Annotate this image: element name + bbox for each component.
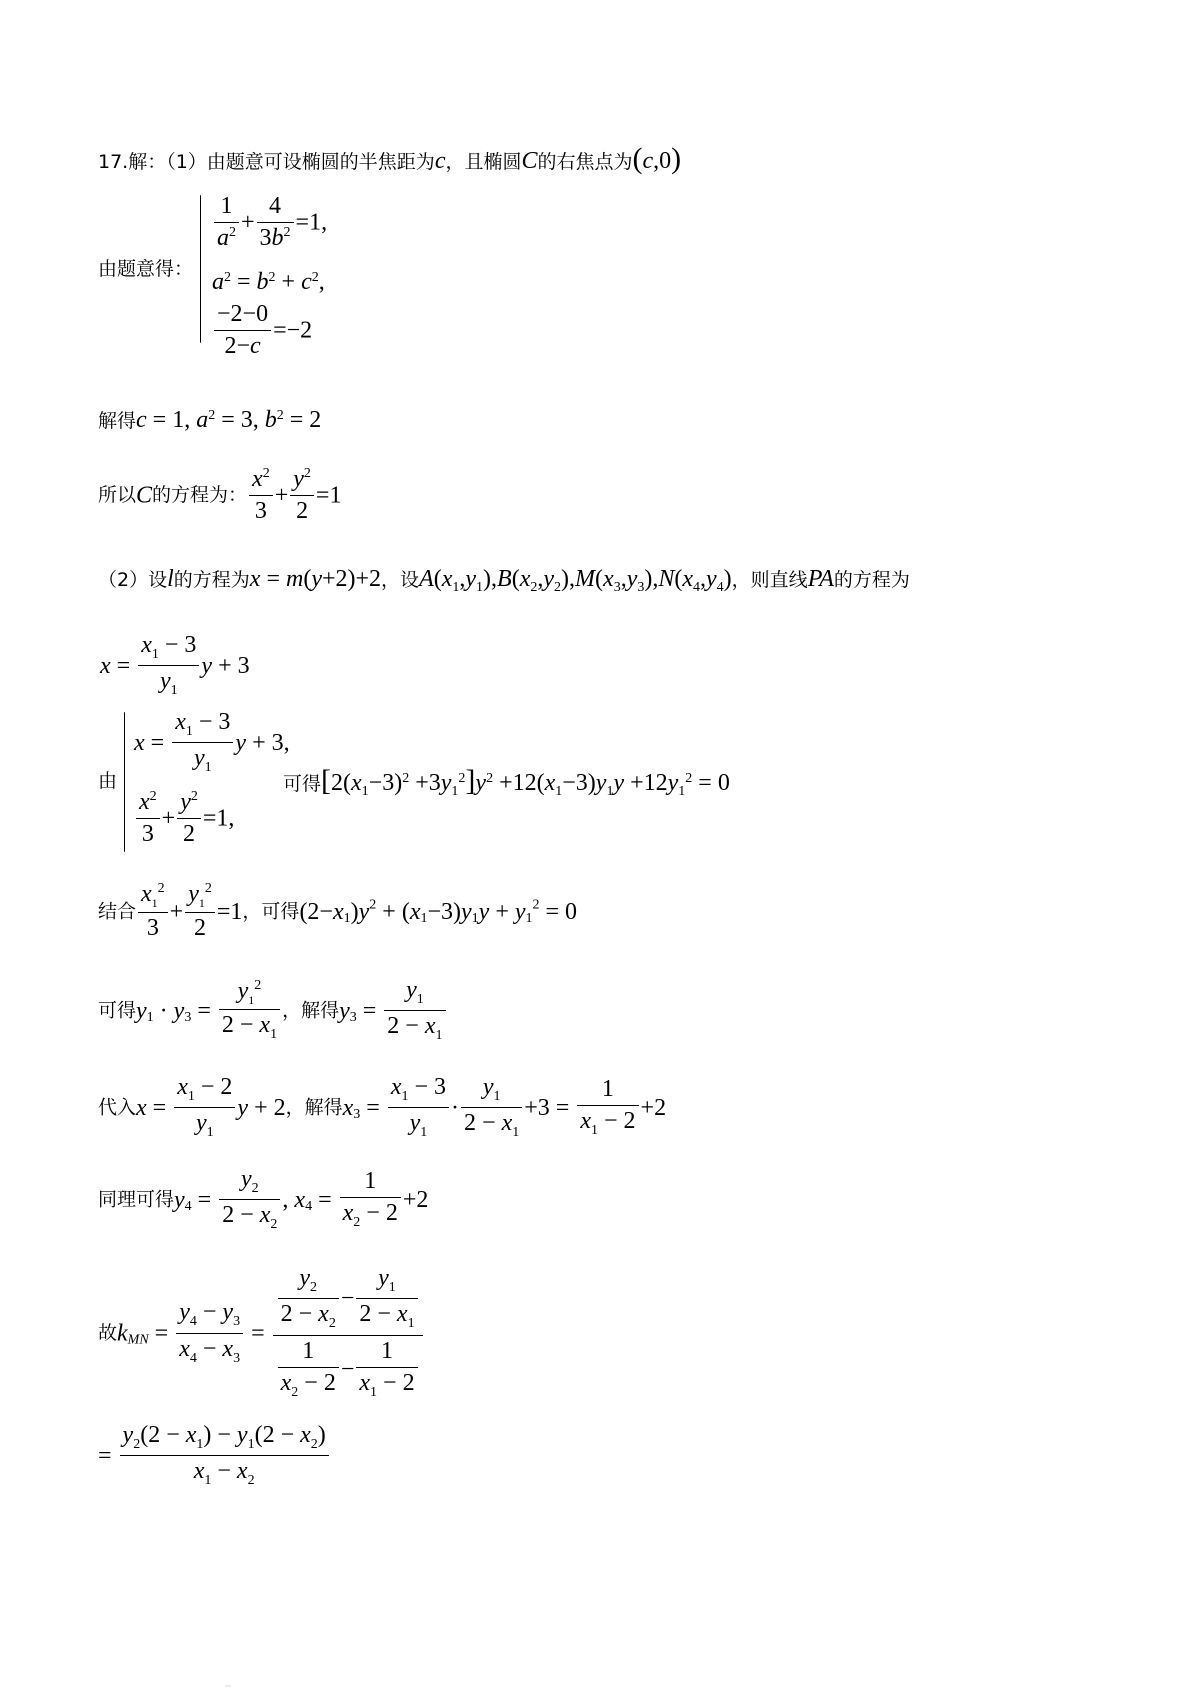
equation: x = $\frac{x_1 - 3}{y_1}$ y + 3,	[134, 709, 290, 776]
equation: 所以C的方程为： $\frac{x^2}{3}$ + $\frac{y^2}{2}$ =1	[98, 466, 342, 525]
solution-header: 17.解：（1）由题意可设椭圆的半焦距为c，且椭圆C的右焦点为(c,0)	[98, 142, 682, 175]
equation: x = $\frac{x_1 - 3}{y_1}$ y + 3	[100, 632, 250, 699]
left-brace	[200, 195, 201, 343]
left-brace	[124, 712, 125, 852]
equation: $\frac{1}{a^2}$ + $\frac{4}{3b^2}$ =1,	[212, 194, 327, 251]
result-line: 解得c = 1, $a^2 = 3$, $b^2 = 2$	[98, 407, 322, 433]
part-two-line: （2）设l的方程为x = m(y+2)+2，设$A(x_1,y_1),B(x_2,y_2),M(x_3,y_3),N(x_4,y_4)$，则直线PA的方程为	[98, 566, 910, 596]
equation: 故$k_{MN}$ = $\frac{y_4 - y_3}{x_4 - x_3}$ = $\frac{y_2}{2 - x_2}$ − $\frac{y_1}{2 - x_1}$ $\frac{1}{x_2 - 2}$ − $\frac{1}{x_1 - 2}$	[98, 1266, 425, 1401]
equation: 代入x = $\frac{x_1 - 2}{y_1}$ y + 2，解得$x_3$ = $\frac{x_1 - 3}{y_1}$ · $\frac{y_1}{2 - x_1}$ +3 = $\frac{1}{x_1 - 2}$ +2	[98, 1074, 667, 1141]
equation: 可得$[2(x_1-3)^2 +3y_1^2]y^2 +12(x_1-3)y_1y +12y_1^2 = 0$	[283, 764, 730, 800]
equation: = $\frac{y_2(2 - x_1) - y_1(2 - x_2)}{x_1 - x_2}$	[98, 1423, 331, 1489]
equation: 结合 $\frac{x_1^2}{3}$ + $\frac{y_1^2}{2}$ =1，可得$(2-x_1)y^2 + (x_1-3)y_1y + y_1^2 = 0$	[98, 881, 578, 942]
footer-dots-icon	[225, 1683, 231, 1689]
equation: 可得$y_1 \cdot y_3$ = $\frac{y_1^2}{2 - x_1}$ ，解得$y_3$ = $\frac{y_1}{2 - x_1}$	[98, 978, 448, 1044]
equation: 同理可得$y_4$ = $\frac{y_2}{2 - x_2}$ , $x_4$ = $\frac{1}{x_2 - 2}$ +2	[98, 1166, 429, 1233]
equation: $\frac{x^2}{3}$ + $\frac{y^2}{2}$ =1,	[134, 790, 234, 847]
system-label: 由	[98, 770, 118, 792]
equation: $a^2 = b^2 + c^2$,	[212, 269, 325, 295]
system-label: 由题意得：	[98, 258, 194, 280]
equation: $\frac{-2-0}{2-c}$ =−2	[212, 302, 312, 359]
